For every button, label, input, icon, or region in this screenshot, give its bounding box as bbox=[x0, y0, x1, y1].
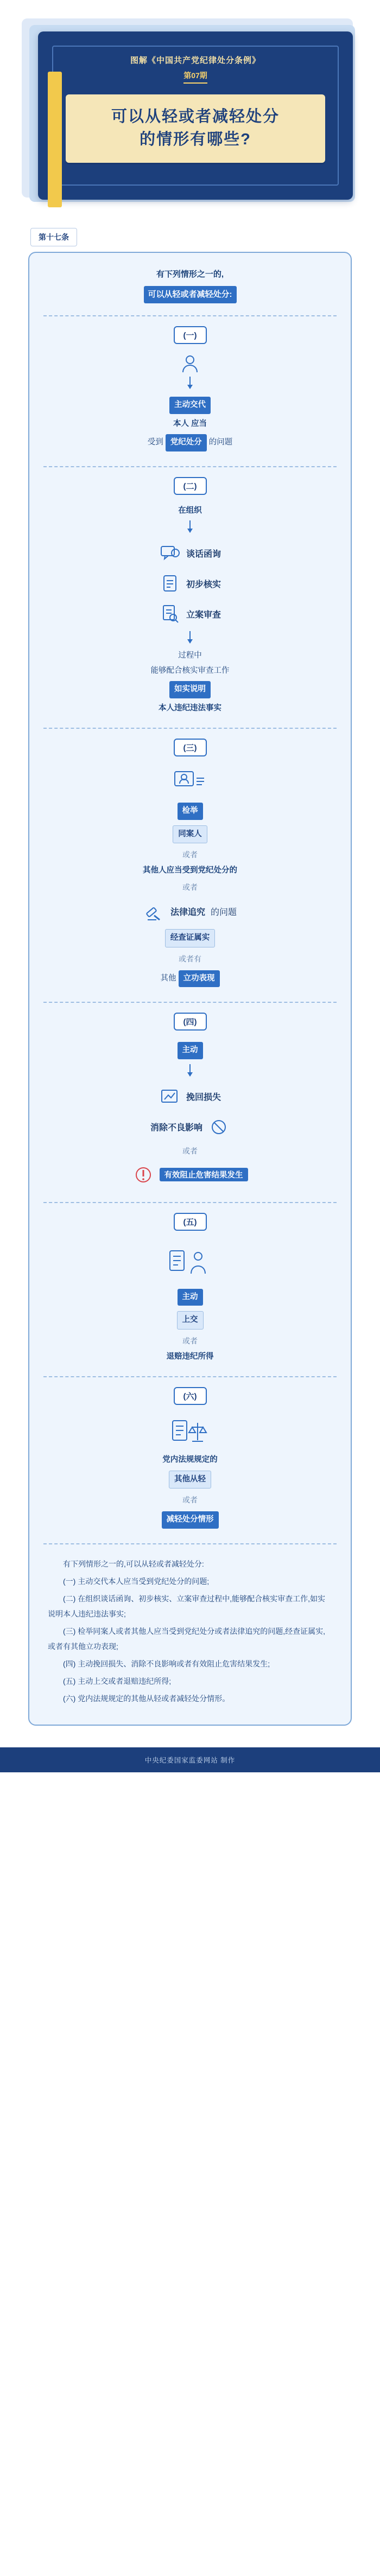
section-five bbox=[43, 1213, 337, 1365]
section-three-tag-merit: 立功表现 bbox=[179, 970, 220, 988]
header-card-stack bbox=[16, 14, 364, 209]
section-three-tag-coconspirator: 同案人 bbox=[173, 825, 207, 844]
full-text-item-5: (五) 主动上交或者退赔违纪所得; bbox=[63, 1676, 172, 1685]
section-three-or-2: 或者 bbox=[182, 883, 198, 892]
section-three-or-1: 或者 bbox=[182, 850, 198, 860]
section-one bbox=[43, 326, 337, 454]
section-one-row-3 bbox=[148, 431, 233, 454]
scales-law-icon bbox=[170, 1414, 210, 1453]
section-number: (五) bbox=[174, 1213, 207, 1231]
person-report-icon bbox=[173, 765, 207, 800]
shield-block-icon bbox=[208, 1116, 230, 1138]
section-one-tag: 主动交代 bbox=[169, 397, 211, 414]
section-three-row-2 bbox=[173, 823, 207, 847]
section-four-step-3-label: 有效阻止危害结果发生 bbox=[160, 1168, 248, 1181]
section-four-step-1 bbox=[159, 1086, 221, 1108]
section-two-row-4 bbox=[169, 678, 211, 701]
flow-arrow bbox=[189, 631, 191, 643]
footer-credit: 中央纪委国家监委网站 制作 bbox=[0, 1747, 380, 1772]
section-two-step-1-label: 谈话函询 bbox=[186, 549, 221, 559]
section-two-row-5: 本人违纪违法事实 bbox=[159, 703, 221, 713]
section-two-step-2-label: 初步核实 bbox=[186, 580, 221, 589]
full-text-item-3: (三) 检举同案人或者其他人应当受到党纪处分或者法律追究的问题,经查证属实,或者有其他立功表现; bbox=[48, 1626, 325, 1651]
section-six-tag-other: 其他从轻 bbox=[169, 1471, 211, 1489]
section-five-row-3: 退赔违纪所得 bbox=[166, 1352, 214, 1361]
section-number: (一) bbox=[174, 326, 207, 344]
title-plaque bbox=[66, 94, 325, 163]
section-three-or-3: 或者有 bbox=[179, 954, 201, 963]
full-text-item-2: (二) 在组织谈话函询、初步核实、立案审查过程中,能够配合核实审查工作,如实说明本人违纪违法事实; bbox=[48, 1594, 325, 1618]
section-number: (六) bbox=[174, 1387, 207, 1405]
section-three-row-4 bbox=[165, 926, 216, 950]
section-five-row-2 bbox=[177, 1308, 204, 1332]
section-five-tag-initiative: 主动 bbox=[178, 1289, 203, 1306]
main-panel bbox=[28, 252, 352, 1726]
section-six-row-1: 党内法规规定的 bbox=[162, 1455, 218, 1465]
divider bbox=[43, 728, 337, 729]
section-one-row-1 bbox=[169, 394, 211, 417]
page-title-line-1: 可以从轻或者减轻处分 bbox=[111, 108, 280, 125]
handover-icon bbox=[167, 1239, 213, 1286]
lead-statement bbox=[43, 267, 337, 303]
section-three-other-pre: 其他 bbox=[160, 974, 176, 983]
divider bbox=[43, 466, 337, 467]
series-title: 图解《中国共产党纪律处分条例》 bbox=[130, 56, 261, 65]
issue-number: 第07期 bbox=[183, 70, 207, 84]
section-four bbox=[43, 1013, 337, 1190]
section-three-row-1 bbox=[178, 800, 203, 823]
section-number: (四) bbox=[174, 1013, 207, 1031]
person-speaking-icon bbox=[179, 353, 201, 374]
section-one-post: 的问题 bbox=[208, 438, 233, 447]
section-number: (三) bbox=[174, 739, 207, 756]
header-main-card bbox=[38, 31, 353, 200]
section-two-step-3 bbox=[159, 603, 221, 625]
divider bbox=[43, 1202, 337, 1203]
section-four-step-2-label: 消除不良影响 bbox=[150, 1123, 202, 1133]
section-two-row-3: 能够配合核实审查工作 bbox=[150, 666, 230, 675]
full-text-intro: 有下列情形之一的,可以从轻或者减轻处分: bbox=[63, 1559, 204, 1568]
section-three-tag-report: 检举 bbox=[178, 803, 203, 820]
section-six-tag-mitigate: 减轻处分情形 bbox=[162, 1511, 219, 1529]
section-three bbox=[43, 739, 337, 990]
section-four-step-2 bbox=[150, 1116, 230, 1138]
chart-recover-icon bbox=[159, 1086, 181, 1108]
full-text-item-4: (四) 主动挽回损失、消除不良影响或者有效阻止危害结果发生; bbox=[63, 1659, 270, 1668]
document-search-icon bbox=[159, 603, 181, 625]
section-two-step-3-label: 立案审查 bbox=[186, 610, 221, 620]
section-two-row-1: 在组织 bbox=[178, 506, 202, 515]
section-three-tag-verified: 经查证属实 bbox=[165, 929, 216, 947]
section-two-row-2: 过程中 bbox=[178, 651, 202, 660]
flow-arrow bbox=[189, 377, 191, 389]
chat-bubble-icon bbox=[159, 542, 181, 564]
section-three-row-3: 其他人应当受到党纪处分的 bbox=[143, 866, 237, 875]
section-four-or: 或者 bbox=[182, 1146, 198, 1155]
section-three-legal-row bbox=[143, 900, 237, 922]
section-three-legal-label: 法律追究 bbox=[170, 907, 205, 917]
lead-line-1: 有下列情形之一的, bbox=[156, 270, 224, 279]
clipboard-check-icon bbox=[159, 573, 181, 594]
section-two-step-2 bbox=[159, 573, 221, 594]
section-four-step-3 bbox=[132, 1164, 248, 1186]
section-six-or: 或者 bbox=[182, 1496, 198, 1505]
section-two bbox=[43, 477, 337, 716]
section-number: (二) bbox=[174, 477, 207, 495]
full-text-item-1: (一) 主动交代本人应当受到党纪处分的问题; bbox=[63, 1576, 210, 1586]
divider bbox=[43, 1002, 337, 1003]
section-six-row-3 bbox=[162, 1509, 219, 1531]
warning-stop-icon bbox=[132, 1164, 154, 1186]
flow-arrow bbox=[189, 1064, 191, 1076]
divider bbox=[43, 1543, 337, 1544]
section-five-tag-handin: 上交 bbox=[177, 1311, 204, 1330]
page-title-line-2: 的情形有哪些? bbox=[140, 131, 251, 149]
section-one-inline-tag: 党纪处分 bbox=[166, 434, 207, 451]
section-two-tag: 如实说明 bbox=[169, 681, 211, 698]
gavel-icon bbox=[143, 900, 165, 922]
flow-arrow bbox=[189, 520, 191, 532]
full-text-item-6: (六) 党内法规规定的其他从轻或者减轻处分情形。 bbox=[63, 1694, 230, 1703]
header-banner bbox=[0, 0, 380, 228]
section-four-row-1 bbox=[178, 1039, 203, 1062]
section-four-step-1-label: 挽回损失 bbox=[186, 1093, 221, 1103]
section-three-legal-suffix: 的问题 bbox=[211, 907, 237, 917]
section-three-row-5 bbox=[160, 968, 219, 990]
section-five-row-1 bbox=[178, 1286, 203, 1309]
section-six-row-2 bbox=[169, 1468, 211, 1492]
header-ribbon-decoration bbox=[48, 72, 62, 207]
section-two-step-1 bbox=[159, 542, 221, 564]
section-one-pre: 受到 bbox=[147, 438, 163, 447]
article-number-tab: 第十七条 bbox=[30, 228, 77, 246]
section-six bbox=[43, 1387, 337, 1531]
section-one-row-2: 本人 应当 bbox=[173, 419, 207, 428]
divider bbox=[43, 315, 337, 316]
full-text-block bbox=[43, 1554, 337, 1706]
header-inner-frame bbox=[52, 46, 339, 186]
divider bbox=[43, 1376, 337, 1377]
section-four-tag-initiative: 主动 bbox=[178, 1042, 203, 1059]
section-five-or: 或者 bbox=[182, 1336, 198, 1345]
lead-line-2: 可以从轻或者减轻处分: bbox=[144, 286, 237, 304]
body-content bbox=[16, 228, 364, 1747]
